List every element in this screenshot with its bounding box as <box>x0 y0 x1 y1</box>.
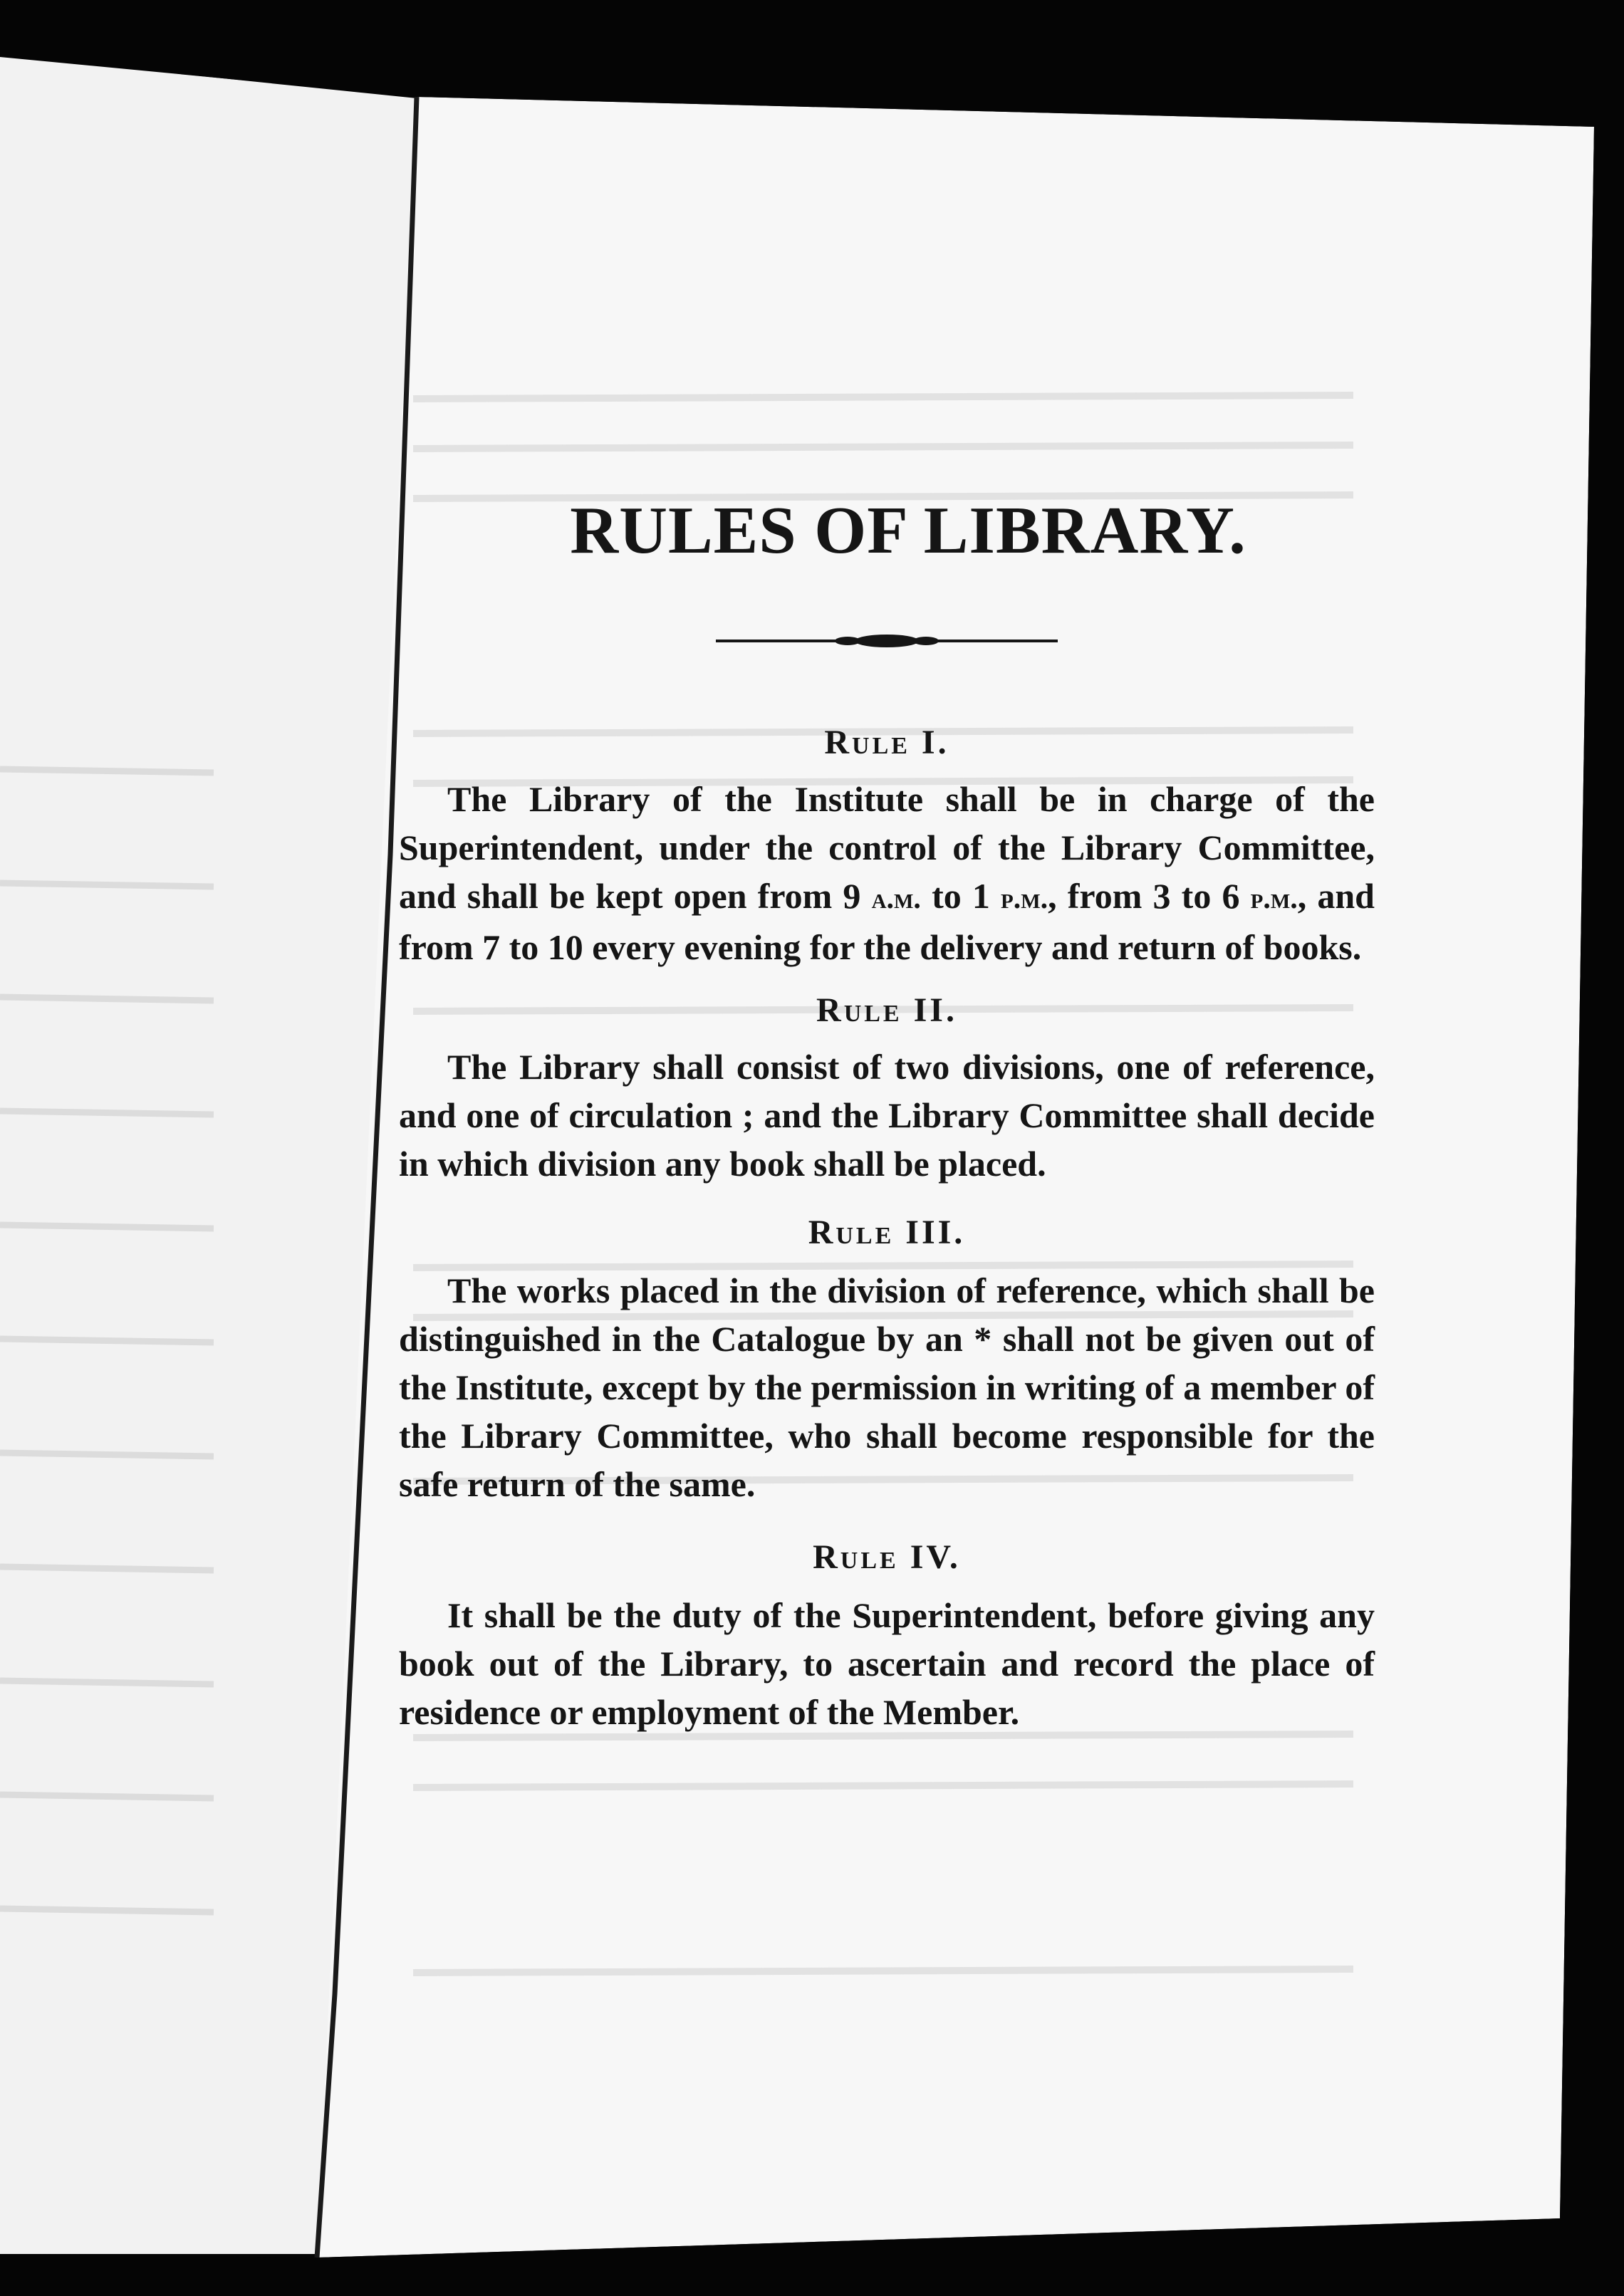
rule-4-heading: Rule IV. <box>813 1538 961 1576</box>
rule-4-text: It shall be the duty of the Superintendent, before giving any book out of the Library, to ascertain and record the place of residence or employment of the Member. <box>399 1595 1375 1732</box>
rule-1-text: The Library of the Institute shall be in charge of the Superintendent, under the control of the Library Committee, and shall be kept open from 9 a.m. to 1 p.m., from 3 to 6 p.m., and from 7 to 10 every evening for the delivery and return of books. <box>399 779 1375 967</box>
rule-3-text: The works placed in the division of reference, which shall be distinguished in the Catalogue by an * shall not be given out of the Institute, except by the permission in writing of a member of the Library Committee, who shall become responsible for the safe return of the same. <box>399 1270 1375 1504</box>
rule-3-heading: Rule III. <box>808 1214 966 1251</box>
page-title: RULES OF LIBRARY. <box>570 494 1246 568</box>
page-content <box>399 484 1375 1736</box>
rule-2-heading: Rule II. <box>816 991 957 1029</box>
rule-1-heading: Rule I. <box>824 724 949 761</box>
top-border <box>0 0 1624 53</box>
rule-2-text: The Library shall consist of two divisions, one of reference, and one of circulation ; and the Library Committee shall decide in which division any book shall be placed. <box>399 1047 1375 1184</box>
ornament-divider <box>716 627 1058 655</box>
